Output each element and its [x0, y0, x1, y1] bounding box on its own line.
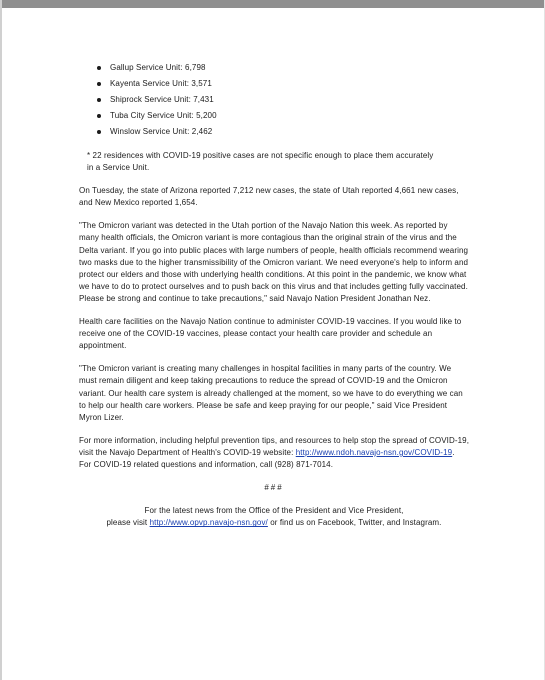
service-unit-tuba-city: Tuba City Service Unit: 5,200 — [110, 111, 217, 120]
closing-text: please visit — [106, 518, 150, 528]
service-unit-kayenta: Kayenta Service Unit: 3,571 — [110, 79, 212, 88]
bullet-icon — [97, 114, 101, 118]
president-quote-paragraph: "The Omicron variant was detected in the Utah portion of the Navajo Nation this week. As reported by many health officials, the Omicron variant is more contagious than the original strain of the virus and the Delta variant. If you go into public places with large numbers of people, health officials recommend wearing two masks due to the higher transmissibility of the Omicron variant. We need everyone's help to inform and protect our elders and those with underlying health conditions. At this point in the pandemic, we know what we have to do to protect ourselves and to push back on this virus and that includes getting fully vaccinated. Please be strong and continue to take precautions," said Navajo Nation President Jonathan Nez. — [79, 221, 469, 303]
bullet-icon — [97, 98, 101, 102]
service-unit-shiprock: Shiprock Service Unit: 7,431 — [110, 95, 214, 104]
closing-note — [79, 505, 469, 529]
section-separator: ### — [264, 483, 284, 493]
info-text-after: . For COVID-19 related questions and information, call (928) 871-7014. — [79, 447, 455, 469]
list-item — [110, 124, 469, 140]
bullet-icon — [97, 66, 101, 70]
list-item — [110, 108, 469, 124]
states-paragraph: On Tuesday, the state of Arizona reported 7,212 new cases, the state of Utah reported 4,661 new cases, and New Mexico reported 1,654. — [79, 186, 459, 208]
ndoh-website-link[interactable]: http://www.ndoh.navajo-nsn.gov/COVID-19 — [295, 447, 453, 457]
service-unit-list — [79, 60, 469, 140]
left-border — [0, 0, 2, 680]
vaccine-paragraph: Health care facilities on the Navajo Nation continue to administer COVID-19 vaccines. If you would like to receive one of the COVID-19 vaccines, please contact your health care provider and schedule an appointment. — [79, 317, 462, 351]
service-unit-winslow: Winslow Service Unit: 2,462 — [110, 127, 213, 136]
closing-line-1: For the latest news from the Office of the President and Vice President, — [144, 506, 404, 516]
closing-text-after: or find us on Facebook, Twitter, and Instagram. — [267, 518, 442, 528]
list-item — [110, 60, 469, 76]
service-unit-gallup: Gallup Service Unit: 6,798 — [110, 63, 206, 72]
bullet-icon — [97, 82, 101, 86]
list-item — [110, 76, 469, 92]
opvp-website-link[interactable]: http://www.opvp.navajo-nsn.gov/ — [149, 518, 268, 528]
list-item — [110, 92, 469, 108]
document-body — [79, 60, 469, 529]
top-border — [0, 0, 545, 8]
footnote: * 22 residences with COVID-19 positive cases are not specific enough to place them accurately in a Service Unit. — [87, 151, 434, 173]
info-paragraph — [79, 435, 469, 471]
closing-line-2 — [79, 517, 469, 529]
bullet-icon — [97, 130, 101, 134]
vice-president-quote-paragraph: "The Omicron variant is creating many challenges in hospital facilities in many parts of the country. We must remain diligent and keep taking precautions to reduce the spread of COVID-19 and the Omicron variant. Our health care system is already challenged at the moment, so we have to do everything we can to help our health care workers. Please be safe and keep praying for our people," said Vice President Myron Lizer. — [79, 364, 463, 422]
info-text: For more information, including helpful prevention tips, and resources to help stop the spread of COVID-19, visit the Navajo Department of Health's COVID-19 website: — [79, 435, 470, 457]
